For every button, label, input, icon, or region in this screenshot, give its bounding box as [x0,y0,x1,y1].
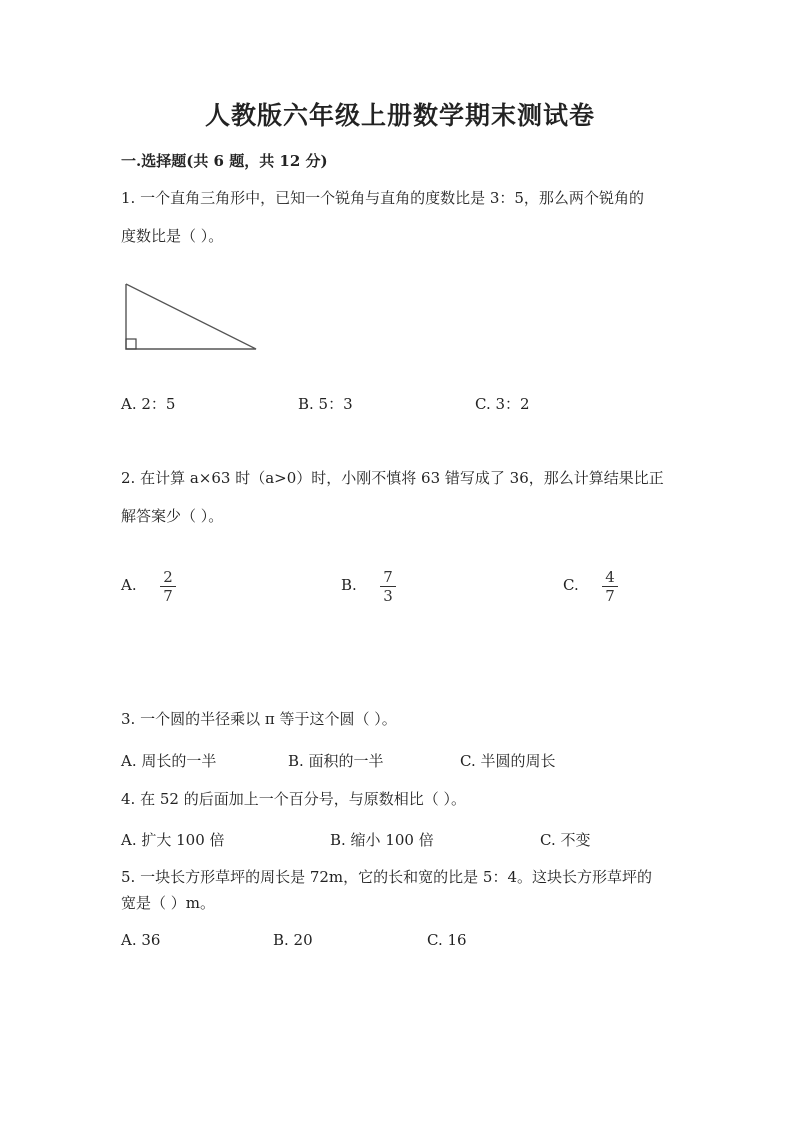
question-5-option-b: B. 20 [273,931,313,949]
fraction-denominator: 7 [163,587,173,605]
question-4-option-a: A. 扩大 100 倍 [121,831,225,849]
triangle-outline [126,284,256,349]
section-heading: 一.选择题(共 6 题，共 12 分) [121,152,328,170]
question-3-option-b: B. 面积的一半 [288,752,384,770]
fraction-numerator: 7 [383,568,393,586]
question-5-line-2: 宽是（ ）m。 [121,894,215,912]
question-3: 3. 一个圆的半径乘以 π 等于这个圆（ ）。 [121,710,397,728]
question-2 [121,461,691,533]
question-2-option-b-fraction [378,569,398,604]
question-5-option-a: A. 36 [121,931,161,949]
fraction-numerator: 2 [163,568,173,586]
question-4: 4. 在 52 的后面加上一个百分号，与原数相比（ ）。 [121,790,466,808]
question-5 [121,864,691,916]
right-angle-marker [126,339,136,349]
right-triangle-figure [118,276,263,356]
fraction-denominator: 7 [605,587,615,605]
page-title: 人教版六年级上册数学期末测试卷 [204,101,595,130]
question-4-option-b: B. 缩小 100 倍 [330,831,434,849]
question-1-option-a: A. 2：5 [121,395,176,413]
question-1 [121,181,691,253]
question-1-line-1: 1. 一个直角三角形中，已知一个锐角与直角的度数比是 3：5，那么两个锐角的 [121,189,644,207]
question-1-option-b: B. 5：3 [298,395,353,413]
question-2-option-c-letter: C. [563,576,579,594]
question-2-option-c-fraction [600,569,620,604]
fraction-denominator: 3 [383,587,393,605]
question-3-option-a: A. 周长的一半 [121,752,217,770]
question-3-option-c: C. 半圆的周长 [460,752,556,770]
question-1-line-2: 度数比是（ ）。 [121,227,224,245]
question-5-option-c: C. 16 [427,931,467,949]
fraction-numerator: 4 [605,568,615,586]
question-2-option-a-letter: A. [121,576,137,594]
question-1-option-c: C. 3：2 [475,395,530,413]
question-2-option-a-fraction [158,569,178,604]
question-4-option-c: C. 不变 [540,831,591,849]
question-5-line-1: 5. 一块长方形草坪的周长是 72m，它的长和宽的比是 5：4。这块长方形草坪的 [121,868,653,886]
question-2-line-1: 2. 在计算 a×63 时（a>0）时，小刚不慎将 63 错写成了 36，那么计算结果比正 [121,469,664,487]
question-2-line-2: 解答案少（ ）。 [121,507,224,525]
question-2-option-b-letter: B. [341,576,357,594]
